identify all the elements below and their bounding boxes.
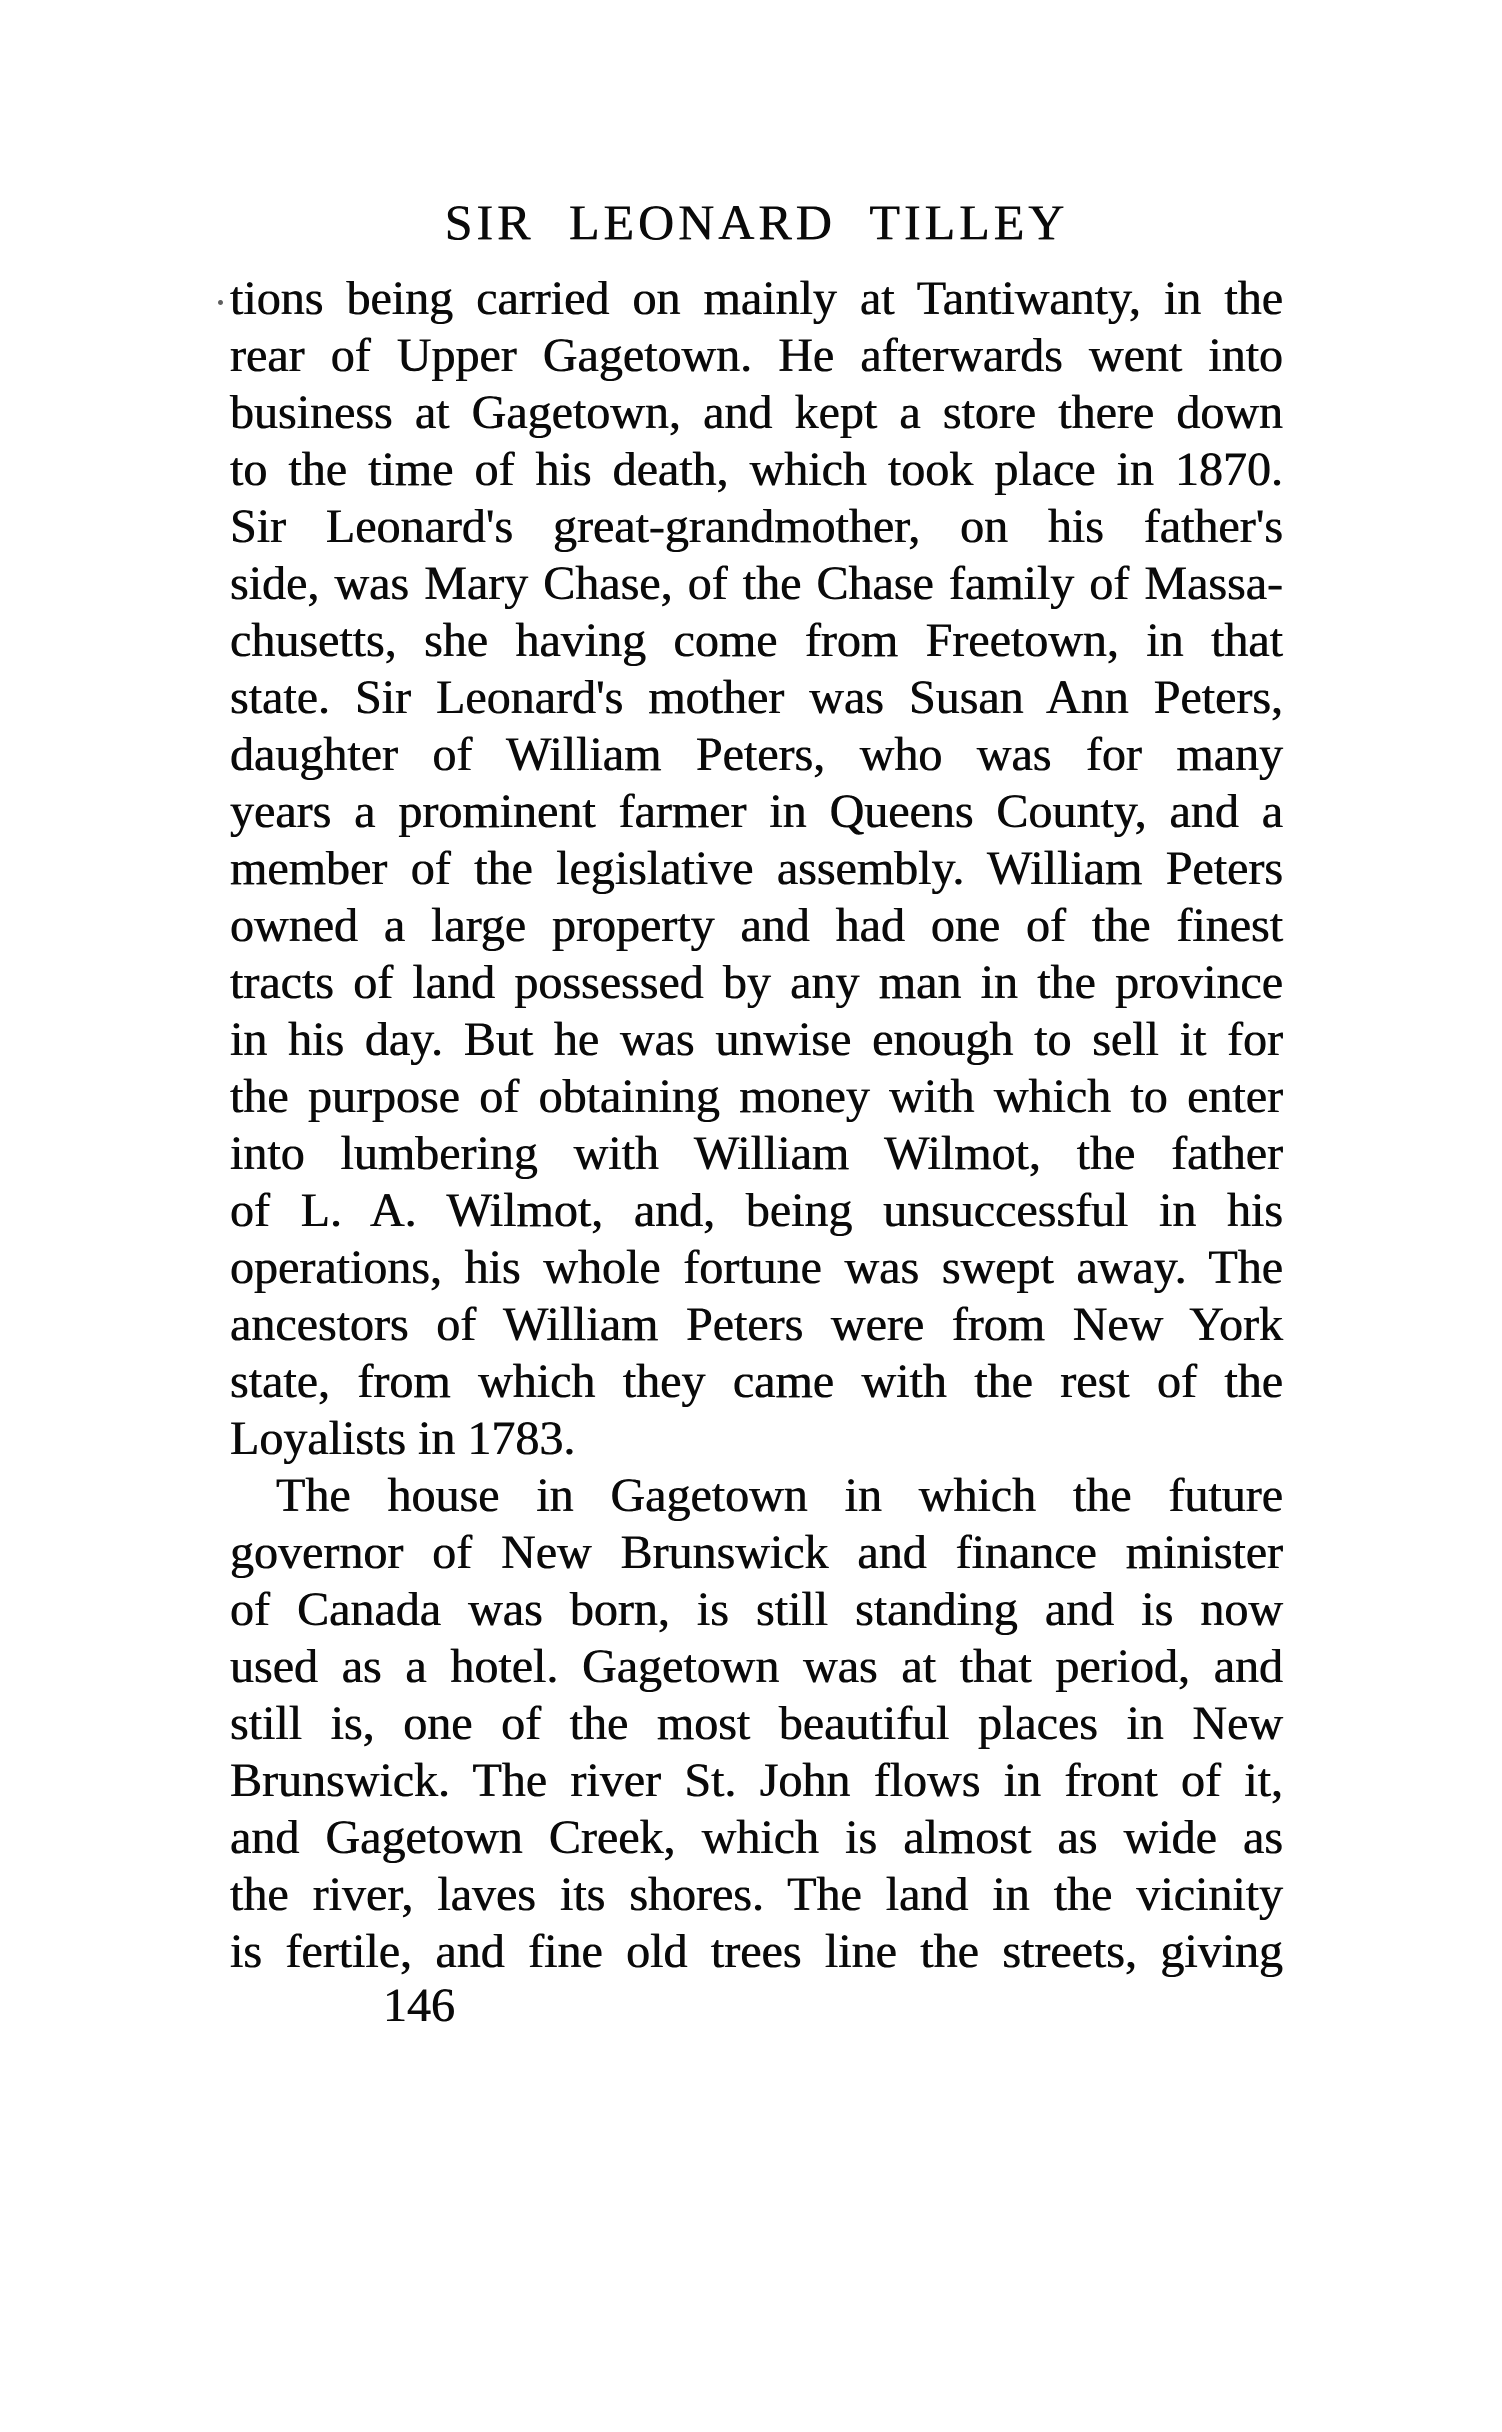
text-line: tracts of land possessed by any man in the province <box>230 956 1283 1009</box>
page-number: 146 <box>383 1979 455 2032</box>
text-line: still is, one of the most beautiful places in New <box>230 1697 1283 1750</box>
text-line: used as a hotel. Gagetown was at that period, and <box>230 1640 1283 1693</box>
text-line: governor of New Brunswick and finance minister <box>230 1526 1283 1579</box>
text-line: and Gagetown Creek, which is almost as wide as <box>230 1811 1283 1864</box>
text-line: state. Sir Leonard's mother was Susan Ann Peters, <box>230 671 1283 724</box>
text-line: years a prominent farmer in Queens County, and a <box>230 785 1283 838</box>
text-line: member of the legislative assembly. William Peters <box>230 842 1283 895</box>
text-line: tions being carried on mainly at Tantiwanty, in the <box>230 272 1283 325</box>
text-line: the river, laves its shores. The land in the vicinity <box>230 1868 1283 1921</box>
text-line: of L. A. Wilmot, and, being unsuccessful in his <box>230 1184 1283 1237</box>
text-line: daughter of William Peters, who was for many <box>230 728 1283 781</box>
text-line: owned a large property and had one of the finest <box>230 899 1283 952</box>
text-line: Sir Leonard's great-grandmother, on his father's <box>230 500 1283 553</box>
text-line: in his day. But he was unwise enough to sell it for <box>230 1013 1283 1066</box>
text-line: chusetts, she having come from Freetown, in that <box>230 614 1283 667</box>
body-text <box>230 270 1283 1980</box>
text-line: state, from which they came with the rest of the <box>230 1355 1283 1408</box>
text-line: ancestors of William Peters were from New York <box>230 1298 1283 1351</box>
text-line: The house in Gagetown in which the future <box>276 1469 1283 1522</box>
text-line: of Canada was born, is still standing and is now <box>230 1583 1283 1636</box>
text-line: Brunswick. The river St. John flows in front of it, <box>230 1754 1283 1807</box>
text-line: into lumbering with William Wilmot, the father <box>230 1127 1283 1180</box>
text-line: Loyalists in 1783. <box>230 1412 576 1465</box>
text-line: the purpose of obtaining money with which to enter <box>230 1070 1283 1123</box>
text-line: is fertile, and fine old trees line the streets, giving <box>230 1925 1283 1978</box>
text-line: side, was Mary Chase, of the Chase family of Massa- <box>230 557 1283 610</box>
text-line: to the time of his death, which took place in 1870. <box>230 443 1283 496</box>
text-line: operations, his whole fortune was swept away. The <box>230 1241 1283 1294</box>
text-line: rear of Upper Gagetown. He afterwards went into <box>230 329 1283 382</box>
scan-speck-artifact <box>218 300 223 305</box>
page-title: SIR LEONARD TILLEY <box>444 194 1069 250</box>
text-line: business at Gagetown, and kept a store there down <box>230 386 1283 439</box>
